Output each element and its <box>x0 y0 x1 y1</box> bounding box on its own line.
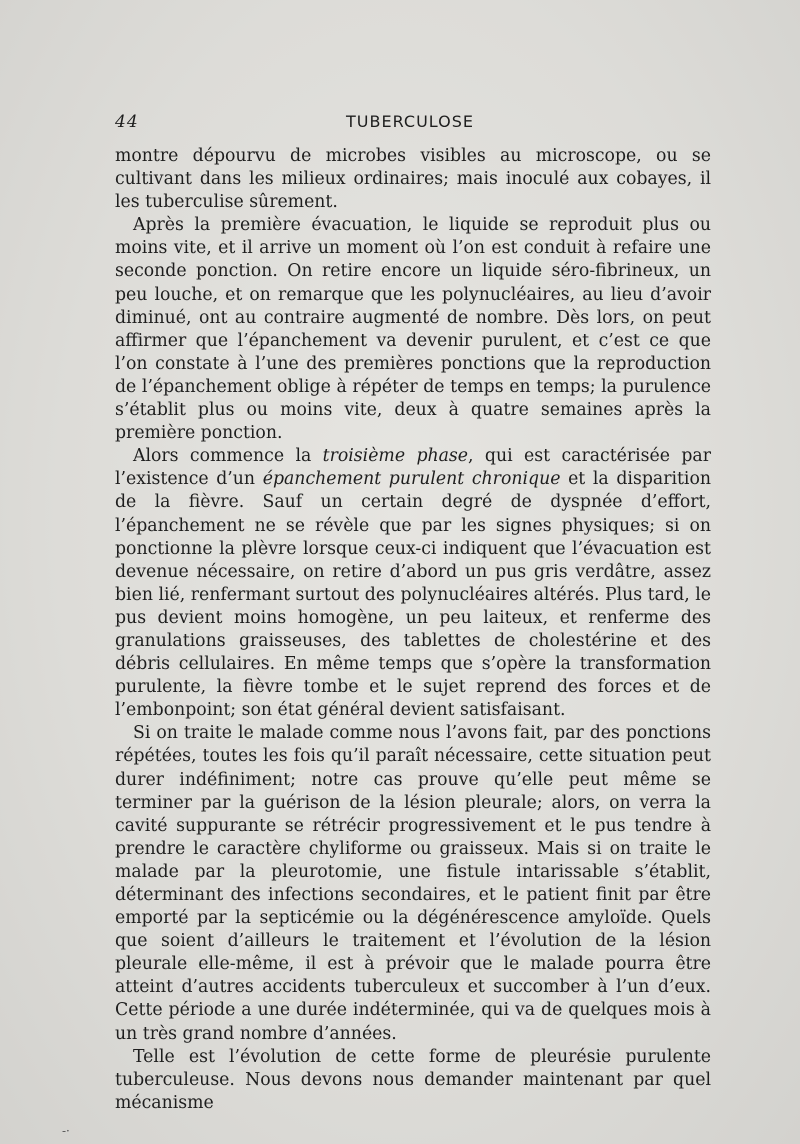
paragraph-3-text-a: Alors commence la <box>133 446 323 467</box>
running-head <box>115 112 705 136</box>
paragraph-4: Si on traite le malade comme nous l’avons fait, par des ponctions répétées, toutes les fois qu’il paraît nécessaire, cette situation peut durer indéfiniment; notre cas prouve qu’elle peut même se terminer par la guérison de la lésion pleurale; alors, on verra la cavité suppurante se rétrécir progressivement et le pus tendre à prendre le caractère chyliforme ou graisseux. Mais si on traite le malade par la pleurotomie, une fistule intarissable s’établit, déterminant des infections secondaires, et le patient finit par être emporté par la septicémie ou la dégénérescence amyloïde. Quels que soient d’ailleurs le traitement et l’évolution de la lésion pleurale elle-même, il est à prévoir que le malade pourra être atteint d’autres accidents tuberculeux et succomber à l’un d’eux. Cette période a une durée indéterminée, qui va de quelques mois à un très grand nombre d’années. <box>115 723 711 1044</box>
body-text <box>115 145 711 1115</box>
paragraph-3-text-e: et la disparition de la fièvre. Sauf un certain degré de dyspnée d’effort, l’épanchement ne se révèle que par les signes physiques; si on ponctionne la plèvre lorsque ceux-ci indiquent que l’évacuation est devenue nécessaire, on retire d’abord un pus gris verdâtre, assez bien lié, renfermant surtout des polynucléaires altérés. Plus tard, le pus devient moins homogène, un peu laiteux, et renferme des granulations graisseuses, des tablettes de cholestérine et des débris cellulaires. En même temps que s’opère la transformation purulente, la fièvre tombe et le sujet reprend des forces et de l’embonpoint; son état général devient satisfaisant. <box>115 469 711 721</box>
print-mark: -· <box>62 1124 70 1138</box>
paragraph-1: montre dépourvu de microbes visibles au microscope, ou se cultivant dans les milieux ordinaires; mais inoculé aux cobayes, il les tuberculise sûrement. <box>115 146 711 213</box>
page-number: 44 <box>115 112 139 132</box>
emphasis-epanchement-purulent: épanchement purulent chronique <box>262 469 561 490</box>
paragraph-5: Telle est l’évolution de cette forme de pleurésie purulente tuberculeuse. Nous devons nous demander maintenant par quel mécanisme <box>115 1046 711 1113</box>
paragraph-3-text-c: , qui est caractérisée par l’existence d’un <box>115 446 711 490</box>
emphasis-troisieme-phase: troisième phase <box>322 446 469 467</box>
paragraph-2: Après la première évacuation, le liquide se reproduit plus ou moins vite, et il arrive un moment où l’on est conduit à refaire une seconde ponction. On retire encore un liquide séro-fibrineux, un peu louche, et on remarque que les polynucléaires, au lieu d’avoir diminué, ont au contraire augmenté de nombre. Dès lors, on peut affirmer que l’épanchement va devenir purulent, et c’est ce que l’on constate à l’une des premières ponctions que la reproduction de l’épanchement oblige à répéter de temps en temps; la purulence s’établit plus ou moins vite, deux à quatre semaines après la première ponction. <box>115 215 711 444</box>
running-title: TUBERCULOSE <box>346 112 474 131</box>
paragraph-3 <box>115 445 711 722</box>
